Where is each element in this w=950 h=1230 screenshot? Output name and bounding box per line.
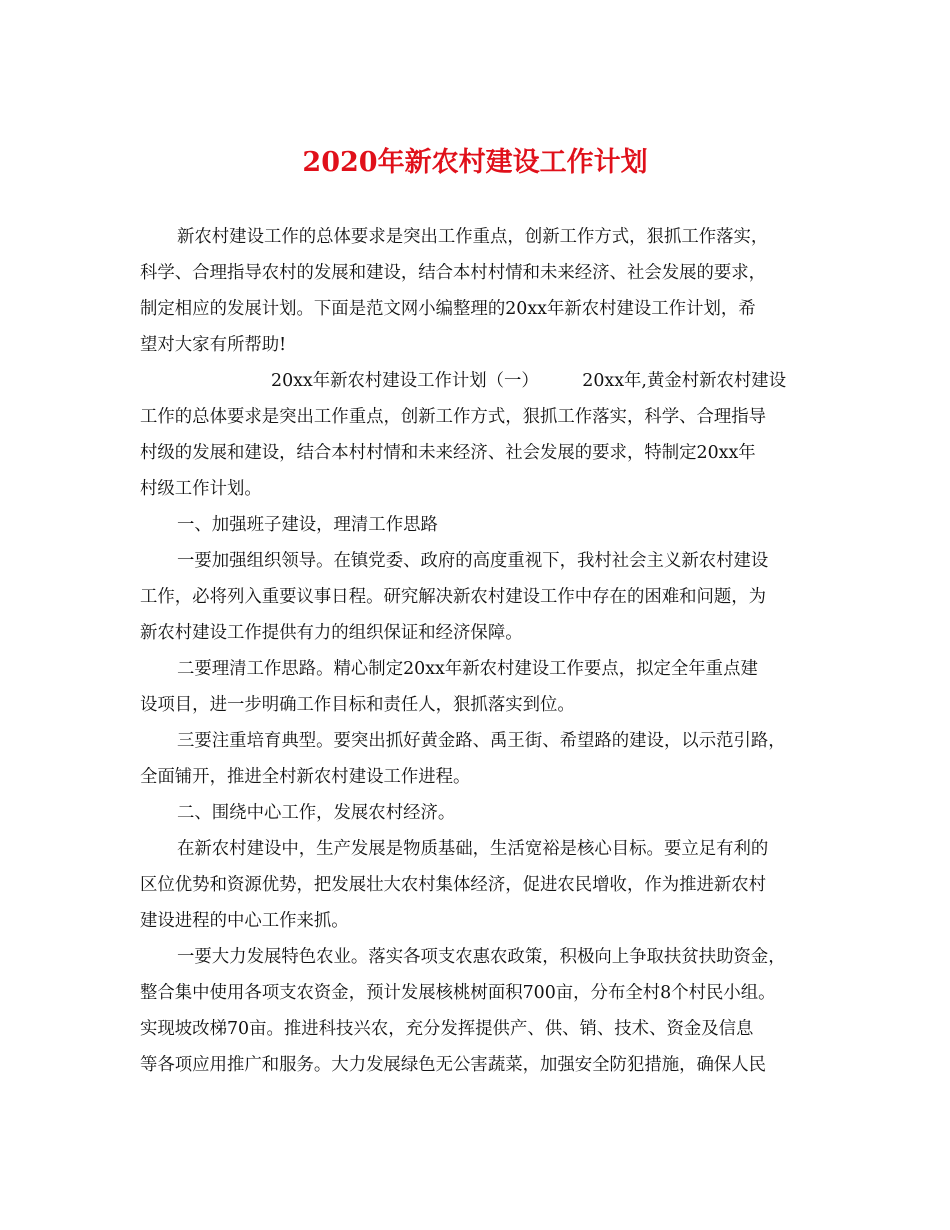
paragraph-line: 建设进程的中心工作来抓。 (140, 911, 349, 931)
paragraph-line: 二要理清工作思路。精心制定20xx年新农村建设工作要点，拟定全年重点建 (177, 659, 758, 679)
document-title: 2020年新农村建设工作计划 (302, 147, 648, 178)
paragraph-line: 一要大力发展特色农业。落实各项支农惠农政策，积极向上争取扶贫扶助资金， (177, 947, 786, 967)
paragraph-line: 20xx年新农村建设工作计划（一） 20xx年,黄金村新农村建设 (271, 371, 787, 391)
paragraph-line: 工作的总体要求是突出工作重点，创新工作方式，狠抓工作落实，科学、合理指导 (140, 407, 767, 427)
paragraph-line: 一要加强组织领导。在镇党委、政府的高度重视下，我村社会主义新农村建设 (177, 551, 769, 571)
paragraph-line: 实现坡改梯70亩。推进科技兴农，充分发挥提供产、供、销、技术、资金及信息 (140, 1019, 754, 1039)
paragraph-line: 全面铺开，推进全村新农村建设工作进程。 (140, 767, 471, 787)
section-heading: 一、加强班子建设，理清工作思路 (177, 515, 438, 535)
paragraph-line: 新农村建设工作提供有力的组织保证和经济保障。 (140, 623, 523, 643)
paragraph-line: 区位优势和资源优势，把发展壮大农村集体经济，促进农民增收，作为推进新农村 (140, 875, 767, 895)
section-heading: 二、围绕中心工作，发展农村经济。 (177, 803, 456, 823)
paragraph-line: 村级工作计划。 (140, 479, 262, 499)
paragraph-line: 工作，必将列入重要议事日程。研究解决新农村建设工作中存在的困难和问题，为 (140, 587, 767, 607)
paragraph-line: 三要注重培育典型。要突出抓好黄金路、禹王街、希望路的建设，以示范引路， (177, 731, 786, 751)
paragraph-line: 整合集中使用各项支农资金，预计发展核桃树面积700亩，分布全村8个村民小组。 (140, 983, 776, 1003)
paragraph-line: 科学、合理指导农村的发展和建设，结合本村村情和未来经济、社会发展的要求， (140, 263, 767, 283)
paragraph-line: 等各项应用推广和服务。大力发展绿色无公害蔬菜，加强安全防犯措施，确保人民 (140, 1055, 767, 1075)
paragraph-line: 在新农村建设中，生产发展是物质基础，生活宽裕是核心目标。要立足有利的 (177, 839, 769, 859)
paragraph-line: 制定相应的发展计划。下面是范文网小编整理的20xx年新农村建设工作计划，希 (140, 299, 756, 319)
paragraph-line: 村级的发展和建设，结合本村村情和未来经济、社会发展的要求，特制定20xx年 (140, 443, 756, 463)
paragraph-line: 设项目，进一步明确工作目标和责任人，狠抓落实到位。 (140, 695, 575, 715)
paragraph-line: 新农村建设工作的总体要求是突出工作重点，创新工作方式，狠抓工作落实， (177, 227, 769, 247)
paragraph-line: 望对大家有所帮助! (140, 335, 287, 355)
